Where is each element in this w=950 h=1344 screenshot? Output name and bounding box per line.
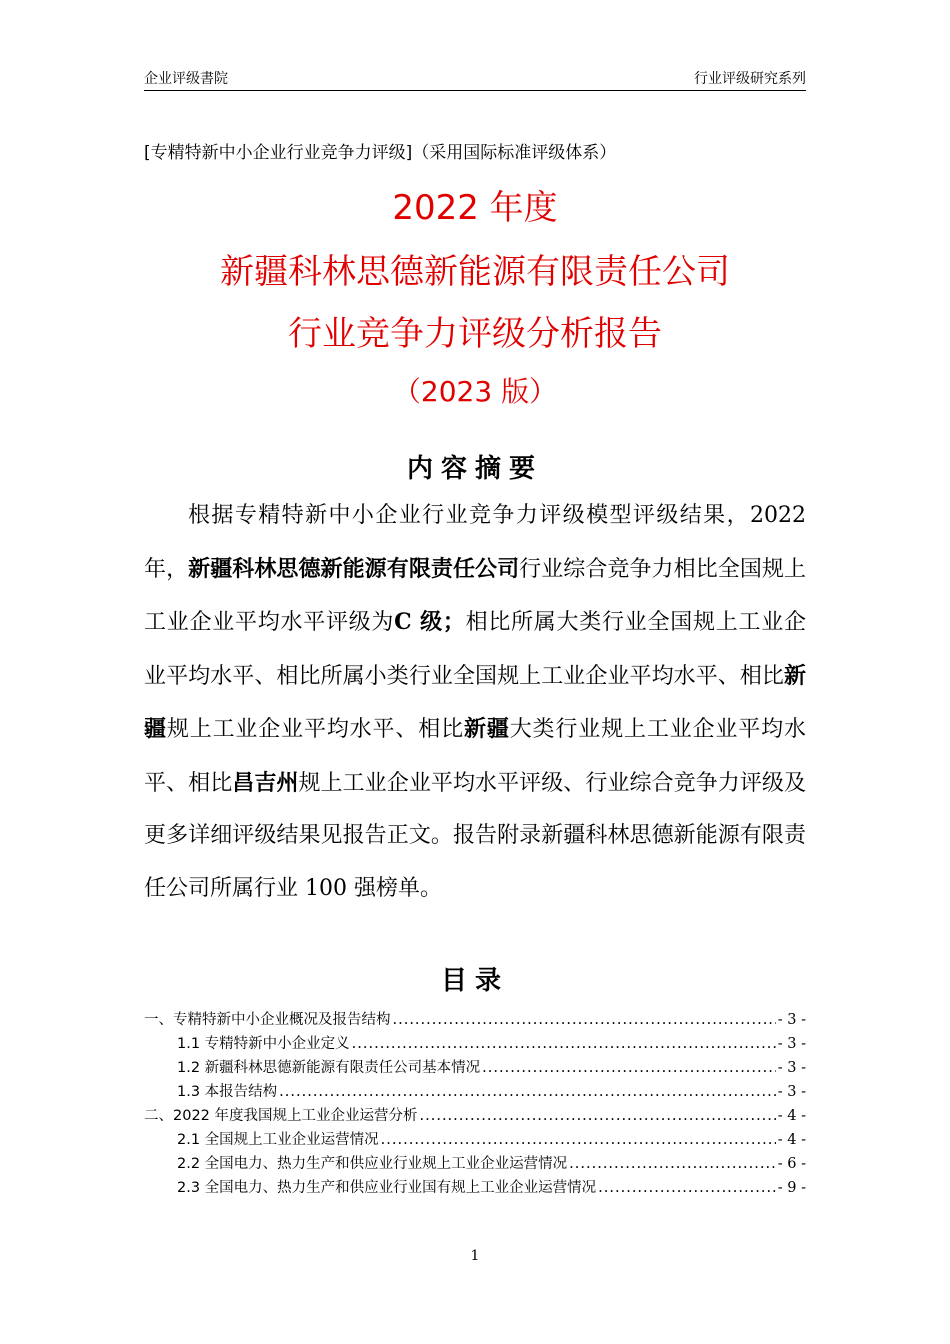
toc-leader-dots (352, 1032, 776, 1056)
header-rule (144, 90, 806, 91)
toc-item[interactable] (144, 1032, 806, 1056)
toc-item[interactable] (144, 1176, 806, 1200)
toc-leader-dots (482, 1056, 776, 1080)
title-edition: （2023 版） (392, 375, 558, 408)
abstract-text-2: 行业综合竞争力相比全国规上工业企业平均水平评级为 (144, 556, 806, 635)
abstract-text-3: 相比所属大类行业全国规上工业企业平均水平、相比所属小类行业全国规上工业企业平均水平、相比 (144, 610, 806, 689)
abstract-text-5: 大类行业规上工业企业平均水平、相比 (144, 717, 806, 796)
abstract-grade: C 级； (394, 609, 465, 635)
toc-item[interactable] (144, 1080, 806, 1104)
title-company: 新疆科林思德新能源有限责任公司 (220, 252, 730, 292)
page-number: 1 (470, 1248, 480, 1264)
abstract-text-1: 根据专精特新中小企业行业竞争力评级模型评级结果，2022 年， (144, 503, 806, 582)
table-of-contents (144, 1008, 806, 1200)
toc-leader-dots (569, 1152, 776, 1176)
toc-leader-dots (393, 1008, 776, 1032)
abstract-region-1: 新疆 (144, 662, 806, 742)
toc-leader-dots (381, 1128, 776, 1152)
toc-item-page: - 3 - (777, 1012, 806, 1028)
abstract-company: 新疆科林思德新能源有限责任公司 (188, 555, 520, 582)
toc-item[interactable] (144, 1152, 806, 1176)
toc-item-page: - 4 - (777, 1132, 806, 1148)
title-year: 2022 年度 (392, 188, 558, 228)
toc-item-label: 2.2 全国电力、热力生产和供应业行业规上工业企业运营情况 (177, 1156, 568, 1172)
toc-item-page: - 9 - (777, 1180, 806, 1196)
report-tagline: [专精特新中小企业行业竞争力评级]（采用国际标准评级体系） (144, 143, 617, 163)
toc-item-label: 1.2 新疆科林思德新能源有限责任公司基本情况 (177, 1060, 481, 1076)
toc-item-label: 2.3 全国电力、热力生产和供应业行业国有规上工业企业运营情况 (177, 1180, 597, 1196)
title-report: 行业竞争力评级分析报告 (288, 314, 662, 354)
toc-item-label: 1.1 专精特新中小企业定义 (177, 1036, 350, 1052)
toc-item-label: 2.1 全国规上工业企业运营情况 (177, 1132, 379, 1148)
abstract-region-3: 昌吉州 (232, 769, 299, 796)
toc-leader-dots (598, 1176, 776, 1200)
abstract-text-4: 规上工业企业平均水平、相比 (166, 717, 464, 742)
toc-item-label: 1.3 本报告结构 (177, 1084, 278, 1100)
toc-leader-dots (279, 1080, 776, 1104)
abstract-region-2: 新疆 (463, 716, 510, 742)
toc-item-page: - 6 - (777, 1156, 806, 1172)
header-left-text: 企业评级書院 (144, 71, 228, 87)
toc-item[interactable] (144, 1128, 806, 1152)
toc-item-page: - 3 - (777, 1036, 806, 1052)
toc-item-page: - 3 - (777, 1060, 806, 1076)
toc-item[interactable] (144, 1056, 806, 1080)
header-right-text: 行业评级研究系列 (694, 71, 806, 87)
abstract-heading: 内容摘要 (406, 454, 543, 484)
abstract-paragraph (144, 490, 806, 915)
toc-item[interactable] (144, 1104, 806, 1128)
toc-heading: 目录 (440, 966, 509, 996)
toc-item-label: 一、专精特新中小企业概况及报告结构 (144, 1012, 391, 1028)
toc-item[interactable] (144, 1008, 806, 1032)
abstract-text-6: 规上工业企业平均水平评级、行业综合竞争力评级及更多详细评级结果见报告正文。报告附录新疆科林思德新能源有限责任公司所属行业 100 强榜单。 (144, 770, 806, 901)
toc-item-page: - 3 - (777, 1084, 806, 1100)
toc-item-page: - 4 - (777, 1108, 806, 1124)
toc-item-label: 二、2022 年度我国规上工业企业运营分析 (144, 1108, 418, 1124)
toc-leader-dots (420, 1104, 776, 1128)
